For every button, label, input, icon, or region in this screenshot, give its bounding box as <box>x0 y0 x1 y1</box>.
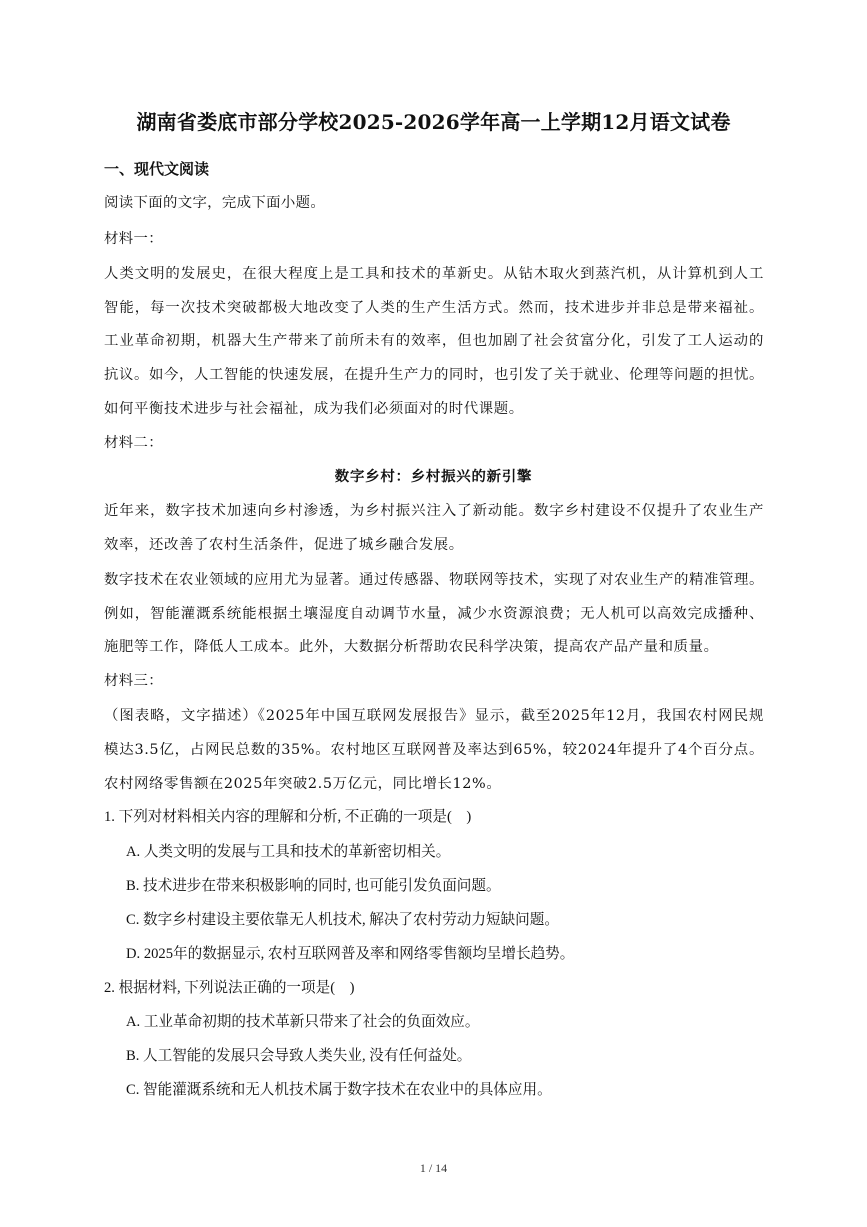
material1-line: 人类文明的发展史，在很大程度上是工具和技术的革新史。从钻木取火到蒸汽机，从计算机到人工 <box>104 266 764 282</box>
material2-line: 效率，还改善了农村生活条件，促进了城乡融合发展。 <box>104 537 464 553</box>
material3-line: 农村网络零售额在2025年突破2.5万亿元，同比增长12%。 <box>104 776 502 792</box>
question1-option-c[interactable]: C. 数字乡村建设主要依靠无人机技术, 解决了农村劳动力短缺问题。 <box>126 912 559 928</box>
material2-line: 例如，智能灌溉系统能根据土壤湿度自动调节水量，减少水资源浪费；无人机可以高效完成播种、 <box>104 606 764 622</box>
page-indicator: 1 / 14 <box>419 1161 448 1175</box>
document-title: 湖南省娄底市部分学校2025-2026学年高一上学期12月语文试卷 <box>136 110 731 134</box>
question1-option-b[interactable]: B. 技术进步在带来积极影响的同时, 也可能引发负面问题。 <box>126 878 501 894</box>
section-heading: 一、现代文阅读 <box>104 160 210 178</box>
material1-line: 抗议。如今，人工智能的快速发展，在提升生产力的同时，也引发了关于就业、伦理等问题的担忧。 <box>104 367 764 383</box>
question2-option-c[interactable]: C. 智能灌溉系统和无人机技术属于数字技术在农业中的具体应用。 <box>126 1082 552 1098</box>
material1-label: 材料一： <box>104 231 163 247</box>
material1-line: 智能，每一次技术突破都极大地改变了人类的生产生活方式。然而，技术进步并非总是带来福祉。 <box>104 300 764 316</box>
material3-line: （图表略，文字描述）《2025年中国互联网发展报告》显示，截至2025年12月，我国农村网民规 <box>104 708 764 724</box>
question1-option-a[interactable]: A. 人类文明的发展与工具和技术的革新密切相关。 <box>126 844 451 860</box>
reading-instruction: 阅读下面的文字，完成下面小题。 <box>104 195 326 211</box>
material1-line: 工业革命初期，机器大生产带来了前所未有的效率，但也加剧了社会贫富分化，引发了工人运动的 <box>104 333 764 349</box>
question2-stem: 2. 根据材料, 下列说法正确的一项是( ) <box>104 980 355 996</box>
material2-line: 施肥等工作，降低人工成本。此外，大数据分析帮助农民科学决策，提高农产品产量和质量。 <box>104 639 719 655</box>
material2-subtitle: 数字乡村：乡村振兴的新引擎 <box>334 468 533 485</box>
question2-option-b[interactable]: B. 人工智能的发展只会导致人类失业, 没有任何益处。 <box>126 1048 472 1064</box>
material2-line: 数字技术在农业领域的应用尤为显著。通过传感器、物联网等技术，实现了对农业生产的精准管理。 <box>104 572 764 588</box>
material2-line: 近年来，数字技术加速向乡村渗透，为乡村振兴注入了新动能。数字乡村建设不仅提升了农业生产 <box>104 503 764 519</box>
question1-option-d[interactable]: D. 2025年的数据显示, 农村互联网普及率和网络零售额均呈增长趋势。 <box>126 946 575 962</box>
material3-line: 模达3.5亿，占网民总数的35%。农村地区互联网普及率达到65%，较2024年提升了4个百分点。 <box>104 742 764 758</box>
question1-stem: 1. 下列对材料相关内容的理解和分析, 不正确的一项是( ) <box>104 809 472 825</box>
question2-option-a[interactable]: A. 工业革命初期的技术革新只带来了社会的负面效应。 <box>126 1014 480 1030</box>
material3-label: 材料三： <box>104 673 163 689</box>
material2-label: 材料二： <box>104 435 163 451</box>
material1-line: 如何平衡技术进步与社会福祉，成为我们必须面对的时代课题。 <box>104 401 524 417</box>
